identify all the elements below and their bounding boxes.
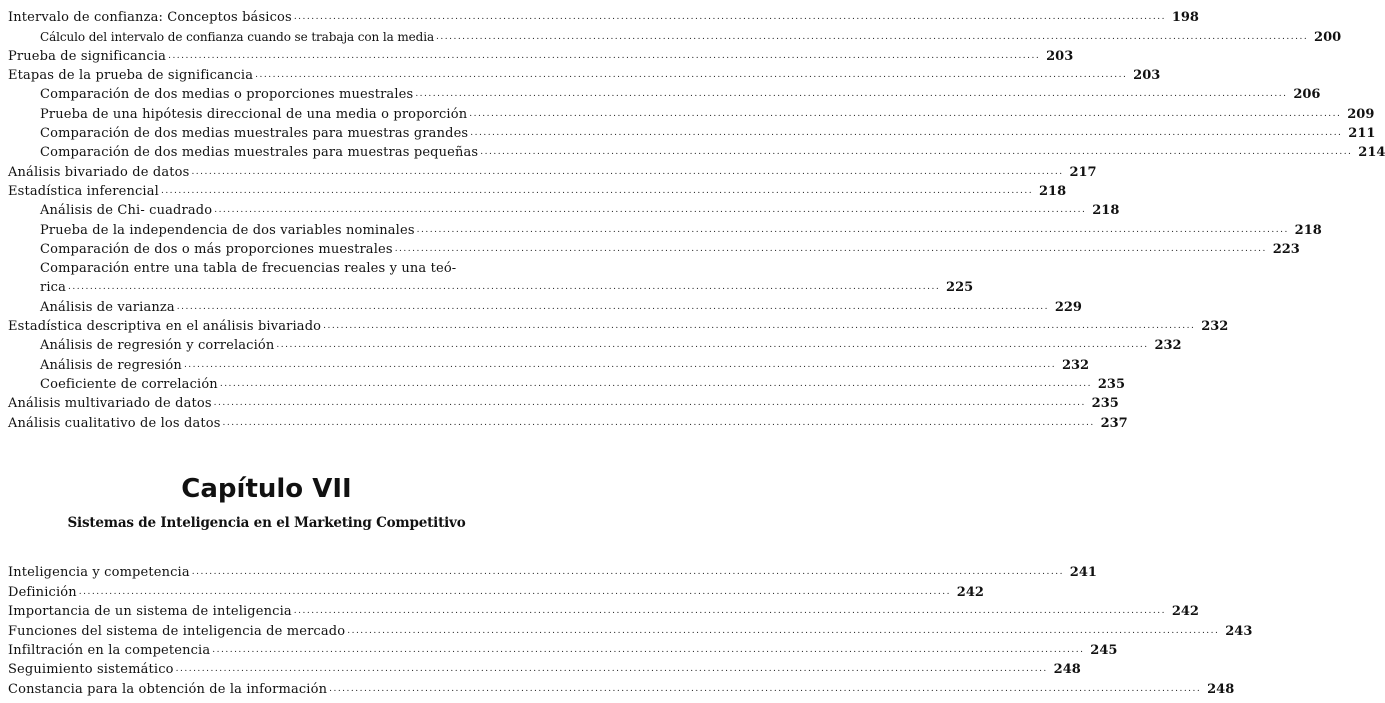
toc-entry-title: Análisis de Chi- cuadrado xyxy=(40,203,213,219)
toc-entry-title: Análisis bivariado de datos xyxy=(8,164,190,180)
toc-entry-page: 235 xyxy=(1091,396,1119,412)
dot-leader: ........................................................................................................................................................................................................ xyxy=(469,108,1342,119)
toc-entry-page: 203 xyxy=(1133,68,1161,84)
toc-entry xyxy=(0,25,1342,45)
toc-entry-page: 237 xyxy=(1100,415,1128,431)
toc-entry-title: Inteligencia y competencia xyxy=(8,565,190,581)
toc-entry-page: 217 xyxy=(1069,164,1097,180)
dot-leader: ........................................................................................................................................................................................................ xyxy=(213,398,1086,409)
toc-entry-title: Comparación de dos medias muestrales para muestras grandes xyxy=(40,126,469,142)
toc-entry-title: rica xyxy=(40,280,67,296)
toc-entry-page: 232 xyxy=(1061,357,1090,373)
chapter-subtitle: Sistemas de Inteligencia en el Marketing Competitivo xyxy=(67,515,466,531)
toc-entry-page: 242 xyxy=(1171,604,1199,620)
dot-leader: ........................................................................................................................................................................................................ xyxy=(214,205,1087,216)
dot-leader: ........................................................................................................................................................................................................ xyxy=(175,664,1048,675)
toc-entry xyxy=(0,295,1082,315)
toc-entry xyxy=(0,83,1321,103)
toc-entry-title: Comparación entre una tabla de frecuencias reales y una teó- xyxy=(40,261,457,277)
toc-entry-page: 218 xyxy=(1092,203,1120,219)
toc-entry-title: Análisis de regresión xyxy=(40,357,182,373)
dot-leader: ........................................................................................................................................................................................................ xyxy=(416,224,1289,235)
toc-entry-page: 248 xyxy=(1053,662,1081,678)
toc-entry-page: 198 xyxy=(1171,10,1199,26)
toc-entry xyxy=(0,373,1125,392)
toc-entry xyxy=(0,257,533,276)
toc-entry-title: Importancia de un sistema de inteligencia xyxy=(8,604,292,620)
dot-leader: ........................................................................................................................................................................................................ xyxy=(222,417,1095,428)
dot-leader: ........................................................................................................................................................................................................ xyxy=(347,625,1220,636)
toc-entry-title: Infiltración en la competencia xyxy=(8,642,211,658)
dot-leader: ........................................................................................................................................................................................................ xyxy=(183,359,1057,370)
toc-entry xyxy=(0,45,1074,64)
toc-entry xyxy=(0,64,1161,84)
toc-entry-page: 206 xyxy=(1293,87,1321,103)
toc-entry xyxy=(0,353,1090,373)
toc-entry-title: Etapas de la prueba de significancia xyxy=(8,68,254,84)
dot-leader: ........................................................................................................................................................................................................ xyxy=(276,340,1149,351)
toc-entry-title: Análisis de varianza xyxy=(40,299,175,315)
toc-entry xyxy=(0,677,1235,697)
dot-leader: ........................................................................................................................................................................................................ xyxy=(293,606,1166,617)
toc-entry-page: 232 xyxy=(1201,319,1229,335)
toc-entry-page: 232 xyxy=(1154,338,1182,354)
toc-entry-page: 211 xyxy=(1348,126,1376,142)
dot-leader: ........................................................................................................................................................................................................ xyxy=(212,644,1085,655)
toc-entry-page: 223 xyxy=(1272,241,1300,257)
toc-entry-title: Prueba de una hipótesis direccional de una media o proporción xyxy=(40,106,468,122)
toc-entry-title: Comparación de dos o más proporciones muestrales xyxy=(40,241,393,257)
toc-entry-page: 218 xyxy=(1038,183,1067,199)
toc-entry-page: 218 xyxy=(1294,222,1322,238)
dot-leader: ........................................................................................................................................................................................................ xyxy=(470,128,1343,139)
toc-entry-page: 200 xyxy=(1314,29,1342,45)
toc-entry-title: Estadística inferencial xyxy=(8,183,159,199)
toc-entry xyxy=(0,238,1300,257)
toc-entry-title: Intervalo de confianza: Conceptos básicos xyxy=(8,10,292,26)
toc-entry-page: 229 xyxy=(1054,299,1082,315)
toc-entry xyxy=(0,180,1067,199)
toc-entry xyxy=(0,276,974,296)
toc-entry xyxy=(0,218,1322,238)
dot-leader: ........................................................................................................................................................................................................ xyxy=(323,321,1196,332)
toc-entry xyxy=(0,334,1182,354)
toc-entry xyxy=(0,392,1119,412)
dot-leader: ........................................................................................................................................................................................................ xyxy=(168,50,1041,61)
toc-entry-title: Comparación de dos medias muestrales para muestras pequeñas xyxy=(40,145,479,161)
toc-entry xyxy=(0,315,1229,335)
toc-entry xyxy=(0,411,1128,431)
toc-entry xyxy=(0,658,1081,678)
toc-entry-title: Comparación de dos medias o proporciones muestrales xyxy=(40,87,414,103)
dot-leader: ........................................................................................................................................................................................................ xyxy=(68,282,941,293)
toc-entry xyxy=(0,6,1199,26)
toc-entry-title: Constancia para la obtención de la información xyxy=(8,681,328,697)
dot-leader: ........................................................................................................................................................................................................ xyxy=(329,683,1202,694)
toc-entry-title: Cálculo del intervalo de confianza cuando se trabaja con la media xyxy=(40,29,435,44)
toc-entry xyxy=(0,600,1199,620)
toc-entry-page: 214 xyxy=(1358,145,1385,161)
toc-entry-page: 241 xyxy=(1069,565,1097,581)
dot-leader: ........................................................................................................................................................................................................ xyxy=(415,89,1288,100)
toc-entry xyxy=(0,580,984,600)
toc-entry-title: Análisis cualitativo de los datos xyxy=(8,415,221,431)
toc-entry-page: 245 xyxy=(1090,642,1118,658)
toc-entry-title: Análisis de regresión y correlación xyxy=(40,338,275,354)
toc-entry-page: 225 xyxy=(946,280,974,296)
dot-leader: ........................................................................................................................................................................................................ xyxy=(78,586,951,597)
toc-entry xyxy=(0,141,1385,161)
dot-leader: ........................................................................................................................................................................................................ xyxy=(436,31,1309,42)
dot-leader: ........................................................................................................................................................................................................ xyxy=(160,185,1034,196)
toc-entry xyxy=(0,102,1375,122)
toc-entry xyxy=(0,561,1097,581)
toc-entry xyxy=(0,199,1120,219)
chapter-title: Capítulo VII xyxy=(181,474,352,504)
toc-entry-page: 203 xyxy=(1046,48,1074,64)
dot-leader: ........................................................................................................................................................................................................ xyxy=(191,567,1064,578)
toc-entry xyxy=(0,160,1097,180)
toc-entry-page: 242 xyxy=(956,584,984,600)
toc-entry-page: 235 xyxy=(1097,376,1125,392)
dot-leader: ........................................................................................................................................................................................................ xyxy=(255,70,1128,81)
toc-entry-title: Definición xyxy=(8,584,77,600)
toc-entry-title: Análisis multivariado de datos xyxy=(8,396,212,412)
toc-bottom-section xyxy=(0,561,1253,697)
toc-entry xyxy=(0,619,1253,639)
dot-leader: ........................................................................................................................................................................................................ xyxy=(480,147,1353,158)
toc-entry-title: Prueba de la independencia de dos variables nominales xyxy=(40,222,415,238)
dot-leader: ........................................................................................................................................................................................................ xyxy=(219,378,1092,389)
toc-entry-title: Coeficiente de correlación xyxy=(40,376,218,392)
toc-entry-title: Funciones del sistema de inteligencia de mercado xyxy=(8,623,346,639)
toc-entry-page: 248 xyxy=(1207,681,1235,697)
dot-leader: ........................................................................................................................................................................................................ xyxy=(191,166,1064,177)
toc-top-section xyxy=(0,6,1385,431)
toc-entry xyxy=(0,122,1376,142)
dot-leader: ........................................................................................................................................................................................................ xyxy=(394,243,1267,254)
toc-entry-title: Seguimiento sistemático xyxy=(8,662,174,678)
toc-entry-title: Prueba de significancia xyxy=(8,48,167,64)
dot-leader: ........................................................................................................................................................................................................ xyxy=(176,301,1049,312)
dot-leader: ........................................................................................................................................................................................................ xyxy=(293,12,1166,23)
toc-entry xyxy=(0,639,1118,658)
toc-entry-page: 209 xyxy=(1347,106,1375,122)
toc-entry-title: Estadística descriptiva en el análisis bivariado xyxy=(8,319,322,335)
toc-entry-page: 243 xyxy=(1225,623,1253,639)
